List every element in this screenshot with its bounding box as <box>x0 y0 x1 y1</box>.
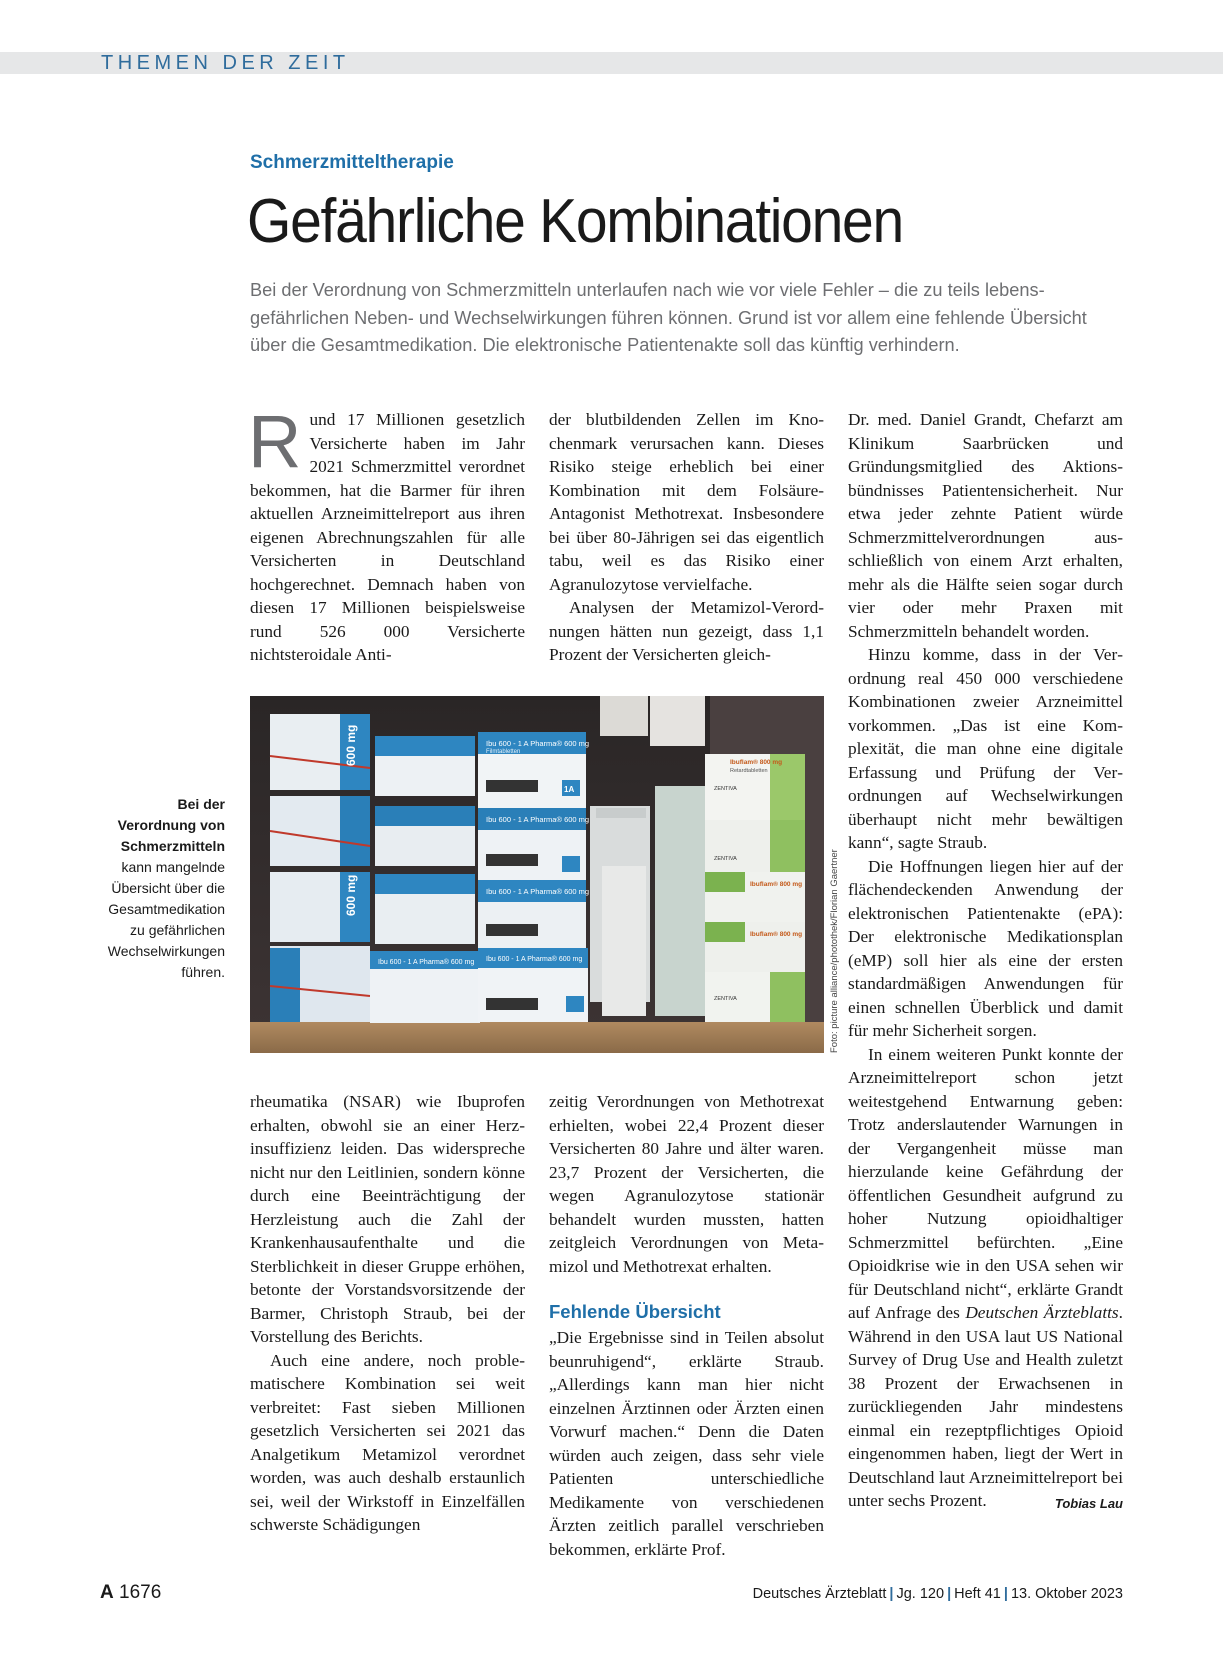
box-label: Ibu 600 - 1 A Pharma® 600 mg <box>378 959 475 966</box>
box-label: Ibu 600 - 1 A Pharma® 600 mg <box>486 815 590 824</box>
caption-bold: Bei der Verordnung von Schmerzmitteln <box>117 796 225 854</box>
author-name: Tobias Lau <box>1054 1496 1123 1511</box>
section-label: THEMEN DER ZEIT <box>101 52 350 74</box>
brand-logo: 1A <box>564 785 575 794</box>
page-number-value: 1676 <box>119 1582 162 1603</box>
zentiva-label: ZENTIVA <box>714 856 737 862</box>
journal-issue: Heft 41 <box>954 1586 1001 1602</box>
article-headline: Gefährliche Kombinationen <box>247 187 903 256</box>
paragraph-2-continued: der blutbildenden Zellen im Knochenmark verursachen kann. Dieses Risiko steige erheblich bei einer Kombination mit dem Folsäure-Antagonist Methotrexat. Insbesondere bei über 80-Jährigen sei das eigentlich tabu, weil es das Risiko einer Agranulozytose vervielfache. <box>549 410 824 594</box>
drop-cap: R <box>248 400 302 483</box>
paragraph-7-text-b: . Während in den USA laut US National Survey of Drug Use and Health zuletzt 38 Prozent der Erwachsenen in zurückliegenden Jahr mindestens einmal ein rezeptpflichtiges Opioid eingenommen haben, liegt der Wert in Deutschland laut Arzneimittelreport bei unter sechs Prozent. <box>848 1303 1123 1510</box>
page-number <box>100 1582 161 1604</box>
box-label: Ibu 600 - 1 A Pharma® 600 mg <box>486 956 583 963</box>
photo-caption <box>100 794 225 983</box>
medication-shelf-photo <box>250 696 824 1053</box>
journal-date: 13. Oktober 2023 <box>1010 1586 1123 1602</box>
paragraph-4-continued: Dr. med. Daniel Grandt, Chefarzt am Klinikum Saarbrücken und Gründungsmitglied des Aktionsbündnisses Patientensicherheit. Nur etwa jeder zehnte Patient würde Schmerzmittelverordnungen ausschließlich von einem Arzt erhalten, mehr als die Hälfte seien sogar durch vier oder mehr Praxen mit Schmerzmitteln behandelt worden. <box>848 410 1123 641</box>
article-kicker: Schmerzmitteltherapie <box>250 152 454 173</box>
ibuflam-label: Ibuflam® 800 mg <box>750 931 803 938</box>
paragraph-1-continued: rheumatika (NSAR) wie Ibuprofen erhalten, obwohl sie an einer Herzinsuffizienz leiden. Das widerspreche nicht nur den Leitlinien, sondern könne durch eine Beeinträchtigung der Herzleistung auch die Zahl der Krankenhausaufenthalte und die Sterblichkeit in dieser Gruppe erhöhen, betonte der Vorstandsvorsitzende der Barmer, Christoph Straub, bei der Vorstellung des Berichts. <box>250 1092 525 1346</box>
column-3 <box>848 408 1123 1516</box>
box-label: Ibu 600 - 1 A Pharma® 600 mg <box>486 739 590 748</box>
footer-separator: | <box>889 1586 894 1602</box>
article-lead: Bei der Verordnung von Schmerzmitteln unterlaufen nach wie vor viele Fehler – die zu teils lebensgefährlichen Neben- und Wechselwirkungen führen können. Grund ist vor allem eine fehlende Übersicht über die Gesamtmedikation. Die elektronische Patientenakte soll das künftig verhindern. <box>250 280 1087 355</box>
column-2-bottom <box>549 1090 824 1561</box>
zentiva-label: ZENTIVA <box>714 786 737 792</box>
paragraph-1-text: und 17 Millionen gesetzlich Versicherte haben im Jahr 2021 Schmerzmittel verordnet bekommen, hat die Barmer für ihren aktuellen Arzneimittelreport aus ihren eigenen Abrechnungszahlen für alle Versicherten in Deutschland hochgerechnet. Demnach haben von diesen 17 Millionen beispielsweise rund 526 000 Versicherte nichtsteroidale Anti- <box>250 410 525 664</box>
paragraph-3: Analysen der Metamizol-Verordnungen hätten nun gezeigt, dass 1,1 Prozent der Versicherten gleich- <box>549 598 824 664</box>
right-box-stack <box>705 754 805 1022</box>
paragraph-2: Auch eine andere, noch problematischere Kombination sei weit verbreitet: Fast sieben Millionen gesetzlich Versicherten sei 2021 das Analgetikum Metamizol verordnet worden, was auch deshalb erstaunlich sei, weil der Wirkstoff in Einzelfällen schwerste Schädigungen <box>250 1350 525 1534</box>
page-prefix: A <box>100 1582 114 1603</box>
journal-volume: Jg. 120 <box>896 1586 945 1602</box>
middle-left-box-stack <box>370 736 480 1023</box>
zentiva-label: ZENTIVA <box>714 996 737 1002</box>
ibuflam-label: Ibuflam® 800 mg <box>750 881 803 888</box>
paragraph-6: Die Hoffnungen liegen hier auf der flächendeckenden Anwendung der elektronischen Patientenakte (ePA): Der elektronische Medikationsplan (eMP) soll hier als eine der ersten standardmäßigen Anwendungen für einen schnellen Überblick und damit für mehr Sicherheit sorgen. <box>848 856 1123 1040</box>
paragraph-7 <box>848 1043 1123 1513</box>
column-2-top <box>549 408 824 667</box>
journal-name: Deutsches Ärzteblatt <box>752 1586 887 1602</box>
center-box-stack <box>478 732 589 1022</box>
journal-footer <box>753 1586 1123 1602</box>
box-side-label: 600 mg <box>344 724 358 766</box>
column-1-top <box>248 400 525 667</box>
subheading: Fehlende Übersicht <box>549 1301 721 1322</box>
ibuflam-label: Ibuflam® 800 mg <box>730 759 783 766</box>
footer-separator: | <box>947 1586 952 1602</box>
journal-name-italic: Deutschen Ärzteblatts <box>965 1303 1119 1322</box>
box-side-label: 600 mg <box>344 874 358 916</box>
paragraph-7-text-a: In einem weiteren Punkt konnte der Arzneimittelreport schon jetzt weitestgehend Entwarnung geben: Trotz anderslautender Warnungen in der Vergangenheit müsse man hierzulande keine Gefährdung der öffentlichen Gesundheit aufgrund zu hoher Nutzung opioidhaltiger Schmerzmittel befürchten. „Eine Opioidkrise wie in den USA sehen wir für Deutschland nicht“, erklärte Grandt auf Anfrage des <box>848 1044 1123 1322</box>
box-label: Ibu 600 - 1 A Pharma® 600 mg <box>486 887 590 896</box>
footer-separator: | <box>1003 1586 1008 1602</box>
column-1-bottom <box>250 1090 525 1537</box>
photo-credit: Foto: picture alliance/photothek/Florian Gaertner <box>829 849 840 1053</box>
ibuflam-sublabel: Retardtabletten <box>730 768 768 774</box>
caption-text: kann mangelnde Übersicht über die Gesamtmedikation zu gefährlichen Wechselwirkungen führen. <box>107 859 225 980</box>
paragraph-3-continued: zeitig Verordnungen von Methotrexat erhielten, wobei 22,4 Prozent dieser Versicherten 80 Jahre und älter waren. 23,7 Prozent der Versicherten, die wegen Agranulozytose stationär behandelt wurden mussten, hatten zeitgleich Verordnungen von Metamizol und Methotrexat erhalten. <box>549 1092 824 1276</box>
box-sublabel: Filmtabletten <box>486 749 521 755</box>
paragraph-4: „Die Ergebnisse sind in Teilen absolut beunruhigend“, erklärte Straub. „Allerdings kann man hier nicht einzelnen Ärztinnen oder Ärzten einen Vorwurf machen.“ Denn die Daten würden auch zeigen, dass sehr viele Patienten unterschiedliche Medikamente von verschiedenen Ärzten zeitlich parallel verschrieben bekommen, erklärte Prof. <box>549 1328 824 1559</box>
paragraph-5: Hinzu komme, dass in der Verordnung real 450 000 verschiedene Kombinationen zweier Arzneimittel vorkommen. „Das ist eine Komplexität, die man ohne eine digitale Erfassung und Prüfung der Verordnungen auf Wechselwirkungen überhaupt nicht mehr bewältigen kann“, sagte Straub. <box>848 645 1123 852</box>
paragraph-1 <box>248 400 525 667</box>
